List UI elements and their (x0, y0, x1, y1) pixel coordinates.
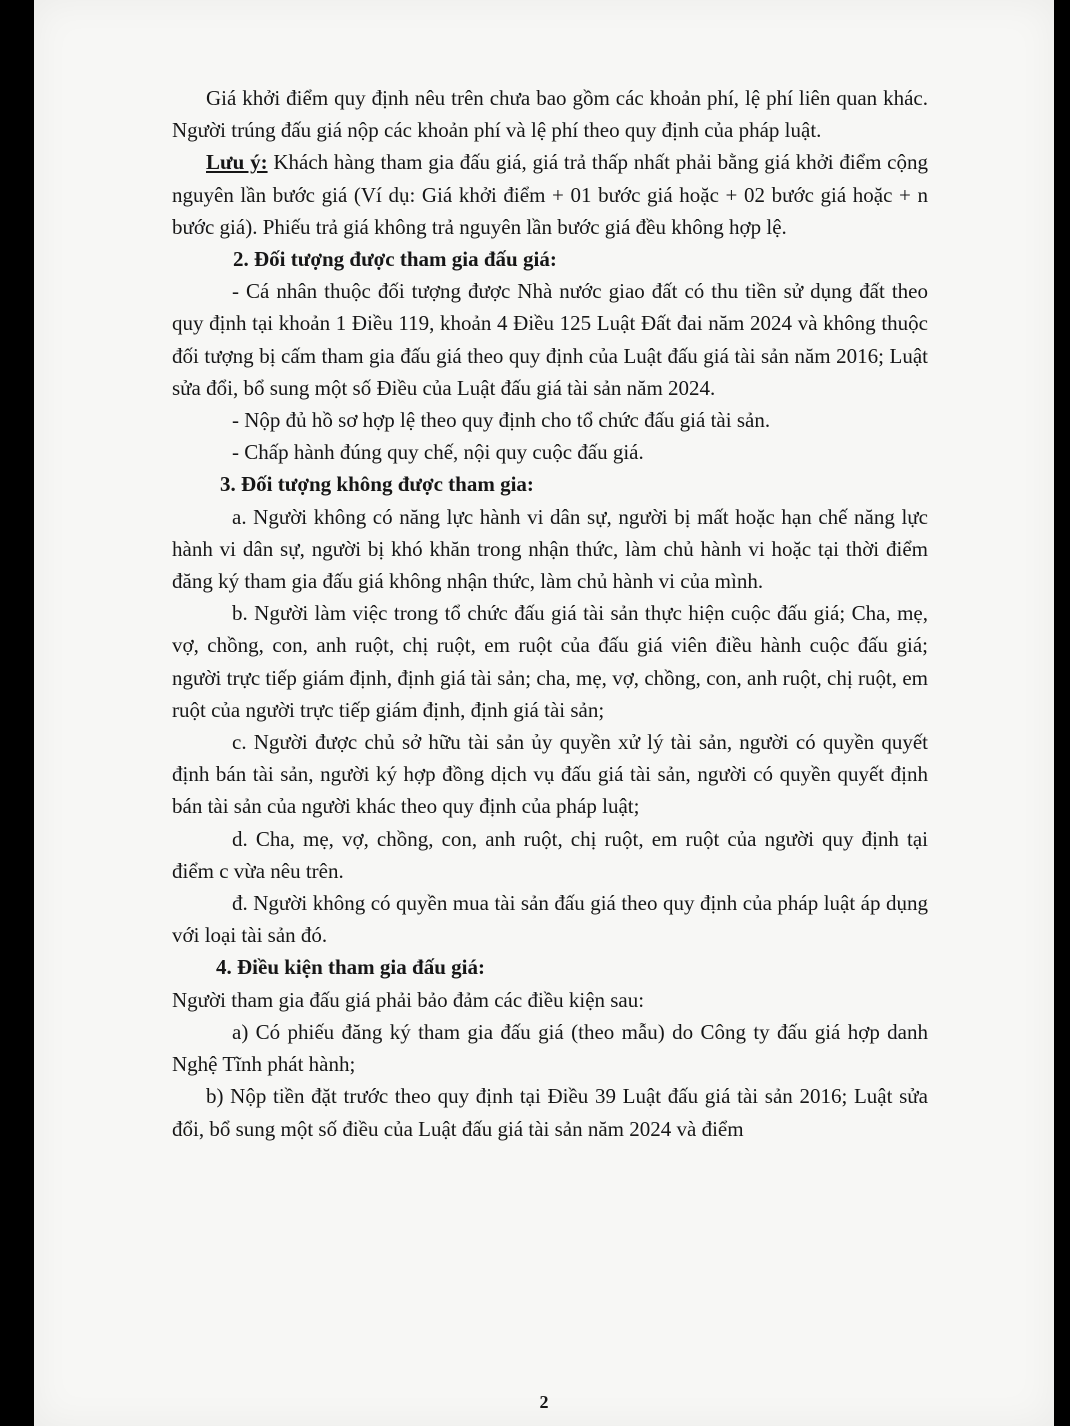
section-4-item-b: b) Nộp tiền đặt trước theo quy định tại Điều 39 Luật đấu giá tài sản 2016; Luật sửa đổi, bổ sung một số điều của Luật đấu giá tài sản năm 2024 và điểm (172, 1084, 928, 1141)
section-4-heading: 4. Điều kiện tham gia đấu giá: (216, 955, 485, 980)
section-2-item-2: - Nộp đủ hồ sơ hợp lệ theo quy định cho tổ chức đấu giá tài sản. (232, 408, 771, 433)
note-text: Khách hàng tham gia đấu giá, giá trả thấp nhất phải bằng giá khởi điểm cộng nguyên lần bước giá (Ví dụ: Giá khởi điểm + 01 bước giá hoặc + 02 bước giá hoặc + n bước giá). Phiếu trả giá không trả nguyên lần bước giá đều không hợp lệ. (172, 150, 928, 239)
section-3-item-c: c. Người được chủ sở hữu tài sản ủy quyền xử lý tài sản, người có quyền quyết định bán tài sản, người ký hợp đồng dịch vụ đấu giá tài sản, người có quyền quyết định bán tài sản của người khác theo quy định của pháp luật; (172, 730, 928, 819)
document-body (172, 82, 928, 1145)
document-page (34, 0, 1054, 1426)
section-3-item-b: b. Người làm việc trong tổ chức đấu giá tài sản thực hiện cuộc đấu giá; Cha, mẹ, vợ, chồng, con, anh ruột, chị ruột, em ruột của đấu giá viên điều hành cuộc đấu giá; người trực tiếp giám định, định giá tài sản; cha, mẹ, vợ, chồng, con, anh ruột, chị ruột, em ruột của người trực tiếp giám định, định giá tài sản; (172, 601, 928, 722)
note-paragraph (172, 146, 928, 243)
section-4-intro: Người tham gia đấu giá phải bảo đảm các điều kiện sau: (172, 987, 645, 1012)
section-2-item-3: - Chấp hành đúng quy chế, nội quy cuộc đấu giá. (232, 440, 644, 465)
section-4-item-a: a) Có phiếu đăng ký tham gia đấu giá (theo mẫu) do Công ty đấu giá hợp danh Nghệ Tĩnh phát hành; (172, 1019, 928, 1077)
section-2-item-1: - Cá nhân thuộc đối tượng được Nhà nước giao đất có thu tiền sử dụng đất theo quy định tại khoản 1 Điều 119, khoản 4 Điều 125 Luật Đất đai năm 2024 và không thuộc đối tượng bị cấm tham gia đấu giá theo quy định của Luật đấu giá tài sản năm 2016; Luật sửa đổi, bổ sung một số Điều của Luật đấu giá tài sản năm 2024. (172, 279, 928, 400)
page-number: 2 (539, 1392, 549, 1412)
section-2-heading: 2. Đối tượng được tham gia đấu giá: (233, 247, 557, 272)
section-3-item-a: a. Người không có năng lực hành vi dân sự, người bị mất hoặc hạn chế năng lực hành vi dân sự, người bị khó khăn trong nhận thức, làm chủ hành vi hoặc tại thời điểm đăng ký tham gia đấu giá không nhận thức, làm chủ hành vi của mình. (172, 504, 928, 594)
paragraph-starting-price: Giá khởi điểm quy định nêu trên chưa bao gồm các khoản phí, lệ phí liên quan khác. Người trúng đấu giá nộp các khoản phí và lệ phí theo quy định của pháp luật. (172, 86, 928, 143)
section-3-item-d: d. Cha, mẹ, vợ, chồng, con, anh ruột, chị ruột, em ruột của người quy định tại điểm c vừa nêu trên. (172, 826, 928, 883)
section-3-item-dd: đ. Người không có quyền mua tài sản đấu giá theo quy định của pháp luật áp dụng với loại tài sản đó. (172, 891, 928, 948)
note-label: Lưu ý: (206, 150, 268, 175)
section-3-heading: 3. Đối tượng không được tham gia: (220, 472, 534, 497)
